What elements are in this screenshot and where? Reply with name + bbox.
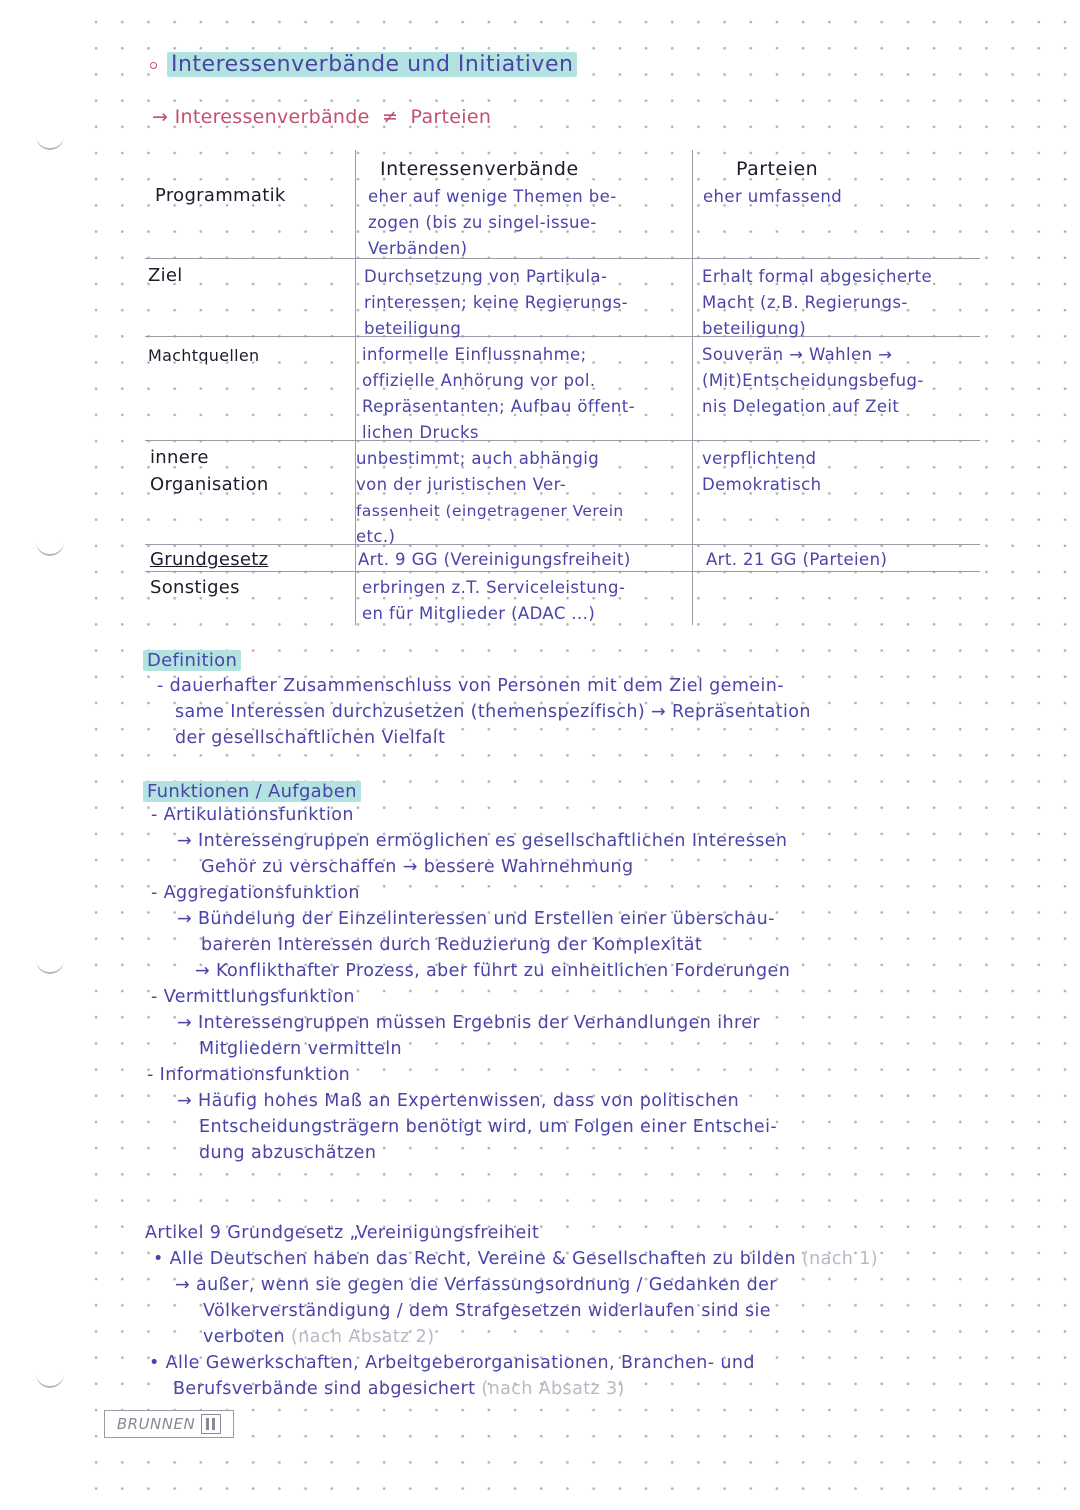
function-line: → Häufig hohes Maß an Expertenwissen, dass von politischen [177,1091,740,1111]
row-label-machtquellen: Machtquellen [148,346,260,365]
cell-line: offizielle Anhörung vor pol. [362,371,596,390]
cell-line: unbestimmt; auch abhängig [356,449,600,468]
cell-parteien-machtquellen [702,342,924,420]
cell-parteien-programmatik [703,184,842,210]
definition-heading-text: Definition [143,650,241,671]
cell-verbaende-ziel [364,264,628,342]
cell-verbaende-machtquellen [362,342,635,446]
function-line: → Konflikthafter Prozess, aber führt zu einheitlichen Forderungen [195,961,791,981]
function-line: → Interessengruppen müssen Ergebnis der Verhandlungen ihrer [177,1013,760,1033]
definition-heading [143,650,811,671]
row-label-sonstiges: Sonstiges [150,577,240,598]
row-label-line: innere [150,447,209,468]
function-line: → Interessengruppen ermöglichen es gesellschaftlichen Interessen [177,831,788,851]
cell-line: eher auf wenige Themen be- [368,187,617,206]
function-line: bareren Interessen durch Reduzierung der Komplexität [201,935,703,955]
comparison-left: Interessenverbände [174,106,370,128]
definition-line: - dauerhafter Zusammenschluss von Personen mit dem Ziel gemein- [157,676,784,696]
page-title [150,52,577,77]
article9-heading: Artikel 9 Grundgesetz „Vereinigungsfreiheit [145,1223,540,1243]
cell-line: (Mit)Entscheidungsbefug- [702,371,924,390]
cell-line: Macht (z.B. Regierungs- [702,293,908,312]
article9-text: verboten [203,1327,286,1347]
cell-line: rinteressen; keine Regierungs- [364,293,628,312]
pencil-note: (nach Absatz 3) [481,1379,625,1399]
cell-verbaende-grundgesetz [358,547,631,573]
cell-line: Repräsentanten; Aufbau öffent- [362,397,635,416]
page-margin [0,0,88,1510]
function-line: dung abzuschätzen [199,1143,377,1163]
function-line: → Bündelung der Einzelinteressen und Erstellen einer überschau- [177,909,775,929]
row-label-innere-organisation [150,444,269,498]
function-item-aggregation [143,880,790,984]
article9-text: Berufsverbände sind abgesichert [173,1379,476,1399]
comparison-note [152,106,491,128]
cell-line: von der juristischen Ver- [356,475,567,494]
article9-bullet1-line4 [203,1324,878,1350]
cell-line: Durchsetzung von Partikula- [364,267,608,286]
bullet-icon [150,62,157,69]
cell-line: eher umfassend [703,187,843,206]
cell-line: Art. 21 GG (Parteien) [706,550,888,569]
row-label-grundgesetz: Grundgesetz [150,549,269,570]
article9-bullet1-line1 [153,1246,878,1272]
article9-text: → außer, wenn sie gegen die Verfassungsordnung / Gedanken der [175,1275,777,1295]
cell-line: etc.) [356,527,396,546]
function-item-artikulation [143,802,790,880]
article9-text: Völkerverständigung / dem Strafgesetzen widerlaufen sind sie [203,1301,771,1321]
function-name: - Vermittlungsfunktion [151,987,355,1007]
cell-line: erbringen z.T. Serviceleistung- [362,578,626,597]
row-label-programmatik: Programmatik [155,185,286,206]
article9-text: • Alle Deutschen haben das Recht, Vereine & Gesellschaften zu bilden [153,1249,796,1269]
cell-line: fassenheit (eingetragener Verein [356,502,624,520]
comparison-right: Parteien [410,106,492,128]
cell-line: lichen Drucks [362,423,479,442]
pencil-note: (nach 1) [801,1249,879,1269]
column-header-parteien: Parteien [736,158,819,180]
cell-line: zogen (bis zu singel-issue- [368,213,597,232]
cell-verbaende-programmatik [368,184,617,262]
column-header-verbaende: Interessenverbände [380,158,579,180]
definition-line: same Interessen durchzusetzen (themenspezifisch) → Repräsentation [175,702,811,722]
cell-line: en für Mitglieder (ADAC ...) [362,604,596,623]
function-name: - Informationsfunktion [147,1065,351,1085]
article9-section [145,1220,878,1402]
article9-bullet2-line2 [173,1376,878,1402]
cell-line: nis Delegation auf Zeit [702,397,900,416]
brand-mark-icon [201,1414,221,1434]
cell-parteien-ziel [702,264,932,342]
table-divider [692,150,693,625]
functions-heading [143,781,790,802]
function-line: Gehör zu verschaffen → bessere Wahrnehmung [201,857,634,877]
cell-line: Demokratisch [702,475,822,494]
cell-line: Souverän → Wahlen → [702,345,893,364]
cell-parteien-grundgesetz [706,547,887,573]
cell-line: beteiligung [364,319,462,338]
functions-section [143,781,790,1166]
cell-line: informelle Einflussnahme; [362,345,587,364]
title-text: Interessenverbände und Initiativen [167,52,577,77]
brunnen-logo [104,1410,234,1438]
cell-parteien-organisation [702,446,821,498]
cell-line: Verbänden) [368,239,468,258]
cell-line: Erhalt formal abgesicherte [702,267,933,286]
arrow-icon: → [152,106,169,128]
row-label-line: Organisation [150,474,269,495]
definition-line: der gesellschaftlichen Vielfalt [175,728,446,748]
function-name: - Artikulationsfunktion [151,805,354,825]
not-equal-icon: ≠ [381,106,399,128]
pencil-note: (nach Absatz 2) [291,1327,435,1347]
functions-heading-text: Funktionen / Aufgaben [143,781,361,802]
cell-line: Art. 9 GG (Vereinigungsfreiheit) [358,550,631,569]
brand-text: BRUNNEN [116,1415,196,1433]
row-label-ziel: Ziel [148,265,183,286]
article9-text: • Alle Gewerkschaften, Arbeitgeberorganisationen, Branchen- und [149,1353,755,1373]
cell-line: verpflichtend [702,449,817,468]
cell-line: beteiligung) [702,319,807,338]
function-item-vermittlung [143,984,790,1062]
function-name: - Aggregationsfunktion [151,883,360,903]
cell-verbaende-sonstiges [362,575,625,627]
definition-section [143,650,811,751]
cell-verbaende-organisation [356,446,624,550]
function-line: Entscheidungsträgern benötigt wird, um Folgen einer Entschei- [199,1117,778,1137]
function-item-information [143,1062,790,1166]
function-line: Mitgliedern vermitteln [199,1039,403,1059]
table-divider [355,150,356,625]
